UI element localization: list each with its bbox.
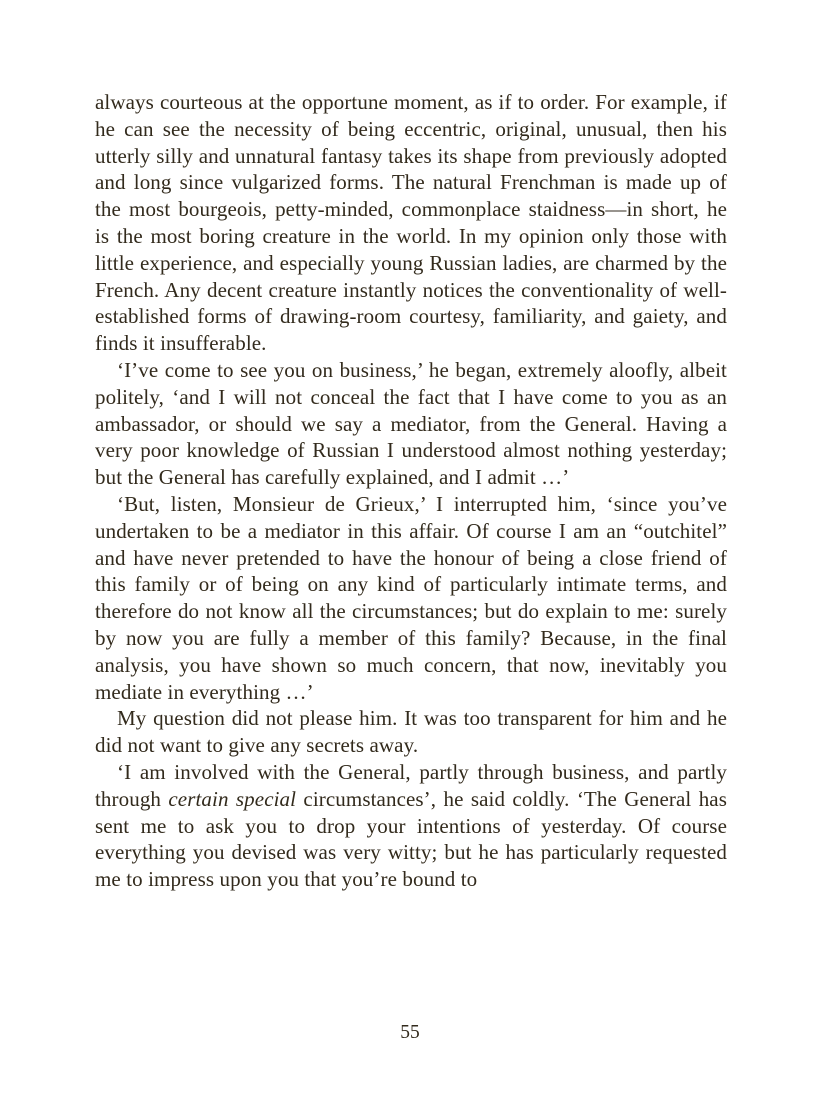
text-segment: My question did not please him. It was too transparent for him and he did not want to give any secrets away. <box>95 706 727 758</box>
paragraph <box>95 491 727 705</box>
text-segment: circumstances’, he said coldly. ‘The General has sent me to ask you to drop your intentions of yesterday. Of course everything you devised was very witty; but he has particularly requested me to impress upon you that you’re bound to <box>95 786 727 892</box>
text-segment: ‘I am involved with the General, partly through business, and partly through <box>95 759 727 811</box>
paragraph <box>95 705 727 759</box>
text-segment: always courteous at the opportune moment, as if to order. For example, if he can see the necessity of being eccentric, original, unusual, then his utterly silly and unnatural fantasy takes its shape from previously adopted and long since vulgarized forms. The natural Frenchman is made up of the most bourgeois, petty-minded, commonplace staidness—in short, he is the most boring creature in the world. In my opinion only those with little experience, and especially young Russian ladies, are charmed by the French. Any decent creature instantly notices the conventionality of well-established forms of drawing-room courtesy, familiarity, and gaiety, and finds it insufferable. <box>95 90 727 356</box>
paragraph <box>95 357 727 491</box>
italic-text-segment: certain special <box>168 786 297 811</box>
paragraph <box>95 759 727 893</box>
page-text-body <box>95 89 727 893</box>
text-segment: ‘I’ve come to see you on business,’ he began, extremely aloofly, albeit politely, ‘and I will not conceal the fact that I have come to you as an ambassador, or should we say a mediator, from the General. Having a very poor knowledge of Russian I understood almost nothing yesterday; but the General has carefully explained, and I admit …’ <box>95 357 727 490</box>
page-number: 55 <box>400 1022 420 1043</box>
paragraph <box>95 89 727 357</box>
text-segment: ‘But, listen, Monsieur de Grieux,’ I interrupted him, ‘since you’ve undertaken to be a mediator in this affair. Of course I am an “outchitel” and have never pretended to have the honour of being a close friend of this family or of being on any kind of particularly intimate terms, and therefore do not know all the circumstances; but do explain to me: surely by now you are fully a member of this family? Because, in the final analysis, you have shown so much concern, that now, inevitably you mediate in everything …’ <box>95 491 727 704</box>
